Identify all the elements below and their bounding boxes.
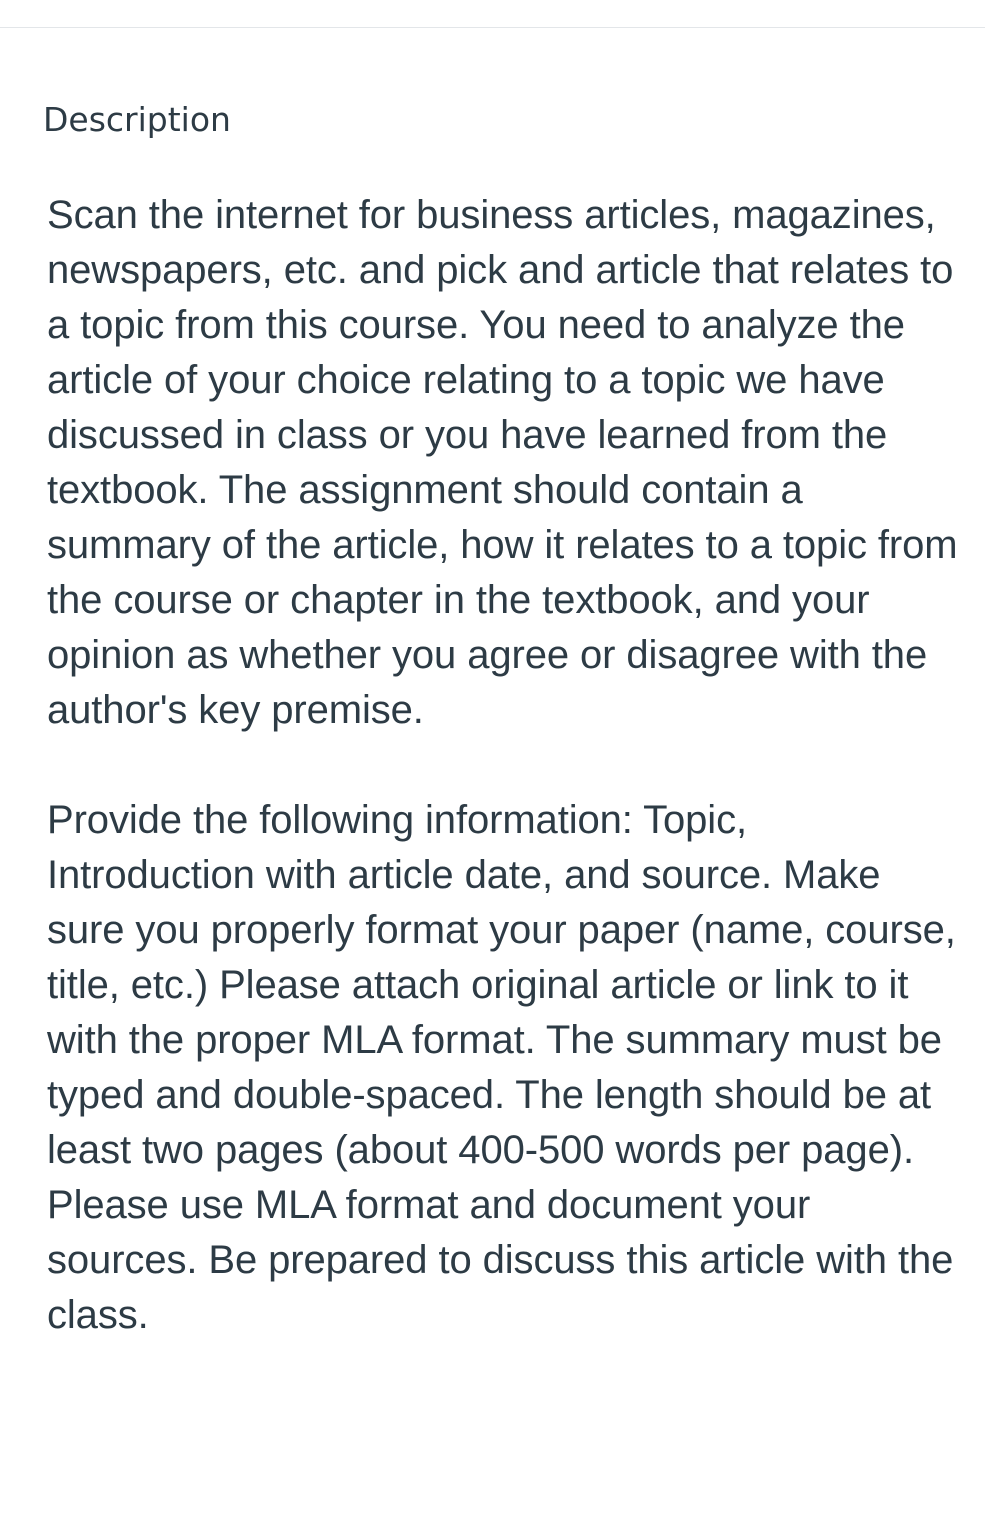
top-divider bbox=[0, 27, 985, 28]
description-body bbox=[47, 188, 959, 1343]
description-heading: Description bbox=[43, 100, 231, 139]
description-paragraph-2: Provide the following information: Topic, Introduction with article date, and source. Make sure you properly format your paper (name, course, title, etc.) Please attach original article or link to it with the proper MLA format. The summary must be typed and double-spaced. The length should be at least two pages (about 400-500 words per page). Please use MLA format and document your sources. Be prepared to discuss this article with the class. bbox=[47, 798, 956, 1337]
description-paragraph-1: Scan the internet for business articles, magazines, newspapers, etc. and pick and article that relates to a topic from this course. You need to analyze the article of your choice relating to a topic we have discussed in class or you have learned from the textbook. The assignment should contain a summary of the article, how it relates to a topic from the course or chapter in the textbook, and your opinion as whether you agree or disagree with the author's key premise. bbox=[47, 193, 958, 732]
